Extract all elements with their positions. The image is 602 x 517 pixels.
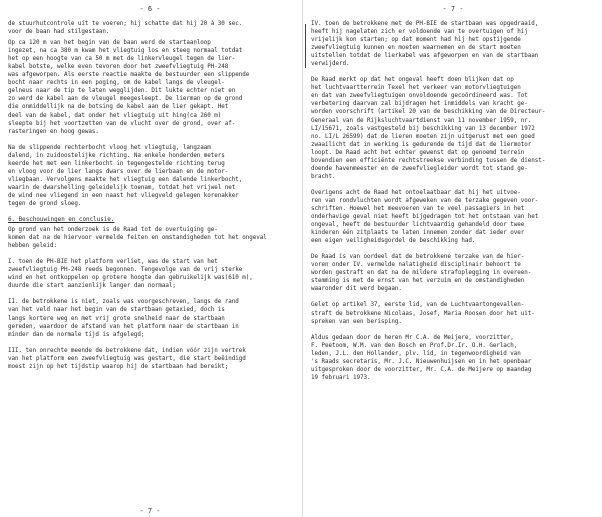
paragraph: Aldus gedaan door de heren Mr C.A. de Meijere, voorzitter, F. Peetoom, W.M. van den Bosch en Prof.Dr.Ir. O.H. Gerlach, leden, J.L. den Hollander, plv. lid, in tegenwoordigheid van 's Raads secretaris, Mr. J.C. Nieuwenhuijsen en in het openbaar uitgesproken door de voorzitter, Mr. C.A. de Meijere op maandag 19 februari 1973.: [311, 334, 532, 381]
paragraph: II. de betrokkene is niet, zoals was voorgeschreven, langs de rand van het veld naar het begin van de startbaan getaxied, doch is langs kortere weg en met vrij grote snelheid naar de startbaan gereden, waardoor de afstand van het platform naar de startbaan in minder dan de normale tijd is afgelegd;: [8, 299, 239, 338]
paragraph: I. toen de PH-BIE het platform verliet, was de start van het zweefvliegtuig PH-248 reeds begonnen. Tengevolge van de vrij sterke wind en het ontkoppelen op grotere hoogte dan gebruikelijk was(610 m), duurde die start aanzienlijk langer dan normaal;: [8, 259, 253, 290]
right-page-body: [311, 20, 597, 507]
paragraph: de stuurhutcontrole uit te voeren; hij schatte dat hij 20 à 30 sec. voor de baan had stilgestaan.: [8, 21, 243, 36]
paragraph: Gelet op artikel 37, eerste lid, van de Luchtvaartongevallen- straft de betrokkene Nicolaas, Josef, Maria Roosen door het uit- spreken van een berisping.: [311, 302, 535, 325]
paragraph: Overigens acht de Raad het ontoelaatbaar dat hij het uitvoe- ren van rondvluchten wordt afgeweken van de terzake gegeven voor- schriften. Hoewel het meevoeren van te veel passagiers in het onderhavige geval niet heeft bijgedragen tot het ontstaan van het ongeval, heeft de bestuurder lichtvaardig gehandeld door twee kinderen één zitplaats te laten innemen zonder dat ieder over een eigen veiligheidsgordel de beschikking had.: [311, 189, 539, 245]
page-number-bottom-left: - 7 -: [139, 507, 161, 515]
paragraph: Op ca 120 m van het begin van de baan werd de startaanloop ingezet, na ca 380 m kwam het vliegtuig los en steeg normaal totdat het op een hoogte van ca 50 m met de linkervleugel tegen de lier- kabel botste, welke even tevoren door het zweefvliegtuig PH-248 was afgeworpen. Als eerste reactie maakte de bestuurder een slippende bocht naar rechts in een poging, om de kabel langs de vleugel- gelneus naar de tip te laten wegglijden. Dit lukte echter niet en zo werd de kabel aan de vleugel meegesleept. De lierman op de grond die onmiddellijk na de botsing de kabel aan de lier gekapt. Het deel van de kabel, dat onder het vliegtuig uit hing(ca 260 m) sleepte bij het voortzetten van de vlucht over de grond, over af- rasteringen en hoog gewas.: [8, 40, 250, 135]
paragraph: III. ten onrechte meende de betrokkene dat, indien vóór zijn vertrek van het platform een zweefvliegtuig was gestart, die start beëindigd moest zijn op het tijdstip waarop hij de startbaan had bereikt;: [8, 347, 246, 370]
paragraph: De Raad is van oordeel dat de betrokkene terzake van de hier- voren onder IV. vermelde nalatigheid disciplinair behoort te worden gestraft en dat na de mildere strafoplegging in overeen- stemming is met de ernst van het verzuim en de omstandigheden waaronder dit werd begaan.: [311, 254, 532, 293]
section-heading: [8, 216, 294, 224]
paragraph: Op grond van het onderzoek is de Raad tot de overtuiging ge- komen dat na de hiervoor vermelde feiten en omstandigheden tot het ongeval hebben geleid:: [8, 227, 267, 250]
left-page: [0, 0, 300, 517]
page-number-top-right: - 7 -: [442, 5, 464, 13]
left-page-body: [8, 20, 294, 507]
paragraph: Na de slippende rechterbocht vloog het vliegtuig, langzaam dalend, in zuidoostelijke richting. Na enkele honderden meters keerde het met een linkerbocht in tegengestelde richting terug en vloog voor de lier langs dwars over de lierbaan en de motor- vliegbaan. Vervolgens maakte het vliegtuig een dalende linkerbocht, waarin de dwarshelling geleidelijk toenam, totdat het vrijwel net de wind nee vliegend in een naast het vliegveld gelegen korenakker tegen de grond sloeg.: [8, 144, 243, 207]
paragraph: De Raad merkt op dat het ongeval heeft doen blijken dat op het luchtvaartterrein Texel het verkeer van motorvliegtuigen en dat van zweefvliegtuigen onvoldoende gecoördineerd was. Tot verbetering daarvan zal bijdragen het inmiddels van kracht ge- worden voorschrift (artikel 20 van de beschikking van de Directeur- Generaal van de Rijksluchtvaartdienst van 11 november 1959, nr. LI/15671, zoals vastgesteld bij beschikking van 13 december 1972 no. LI/L 26599) dat de lieren moeten zijn uitgerust met een goed zwaailicht dat in werking is gedurende de tijd dat de liermotor loopt. De Raad acht het echter gewenst dat op genoemd terrein bovendien een efficiënte rechtstreekse verbinding tussen de dienst- doende havenmeester en de zweefvliegleider wordt tot stand ge- bracht.: [311, 77, 546, 180]
paragraph: IV. toen de betrokkene met de PH-BIE de startbaan was opgedraaid, heeft hij nagelaten zich er voldoende van te overtuigen of hij vrijelijk kon starten; op dat moment had hij het opstijgende zweefvliegtuig kunnen en moeten waarnemen en de start moeten uitstellen totdat de lierkabel was afgeworpen en van de startbaan verwijderd.: [311, 21, 539, 68]
page-number-top-left: - 6 -: [139, 5, 161, 13]
right-page: [302, 0, 602, 517]
section-heading-text: 6. Beschouwingen en conclusie.: [8, 217, 115, 224]
